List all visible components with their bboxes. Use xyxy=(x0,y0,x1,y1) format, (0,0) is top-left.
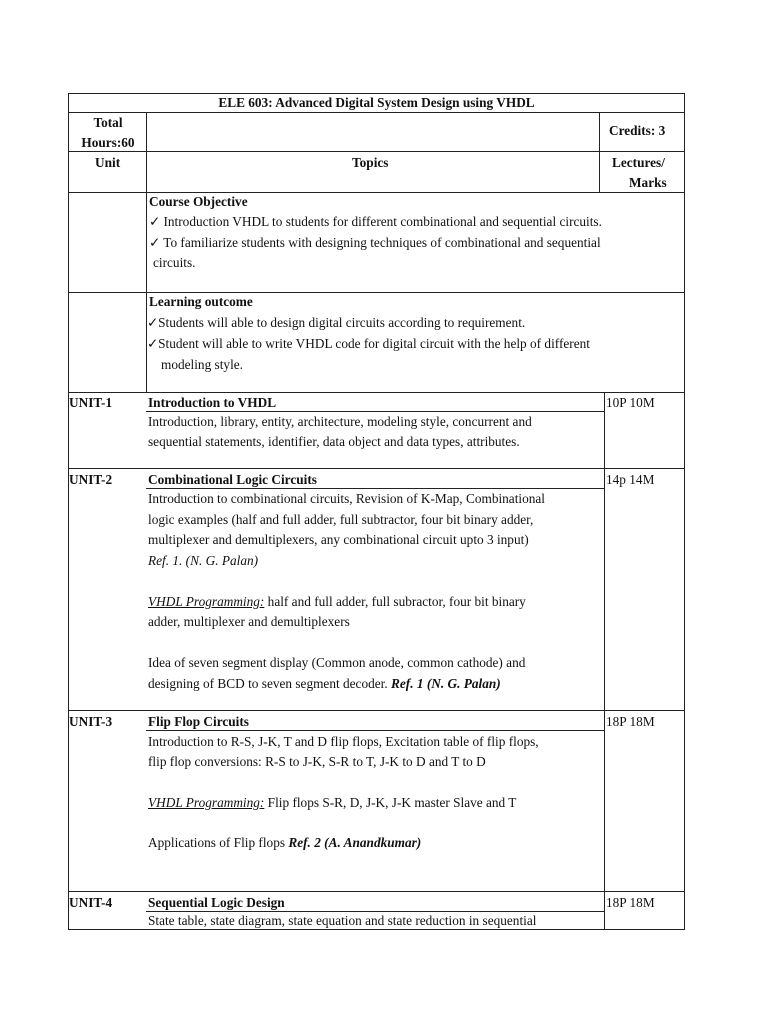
unit-topic-line: adder, multiplexer and demultiplexers xyxy=(148,614,350,629)
outcome-item: ✓Students will able to design digital circuits according to requirement. xyxy=(147,315,526,330)
row-divider xyxy=(68,468,685,469)
unit-label: UNIT-1 xyxy=(69,395,113,410)
total-hours-value: Hours:60 xyxy=(81,135,135,150)
total-hours-label: Total xyxy=(93,115,123,130)
outcome-item: ✓Student will able to write VHDL code for digital circuit with the help of different xyxy=(147,336,590,351)
unit-reference: Ref. 2 (A. Anandkumar) xyxy=(288,835,422,850)
objective-item-continued: circuits. xyxy=(153,255,196,270)
column-header-marks: Marks xyxy=(629,175,667,190)
lectures-column-divider xyxy=(599,112,600,192)
objective-item: ✓ To familiarize students with designing techniques of combinational and sequential xyxy=(149,235,601,250)
unit-label: UNIT-4 xyxy=(69,895,113,910)
lectures-column-divider xyxy=(604,392,605,930)
column-header-topics: Topics xyxy=(352,155,389,170)
unit-reference: Ref. 1 (N. G. Palan) xyxy=(391,676,501,691)
unit-label: UNIT-2 xyxy=(69,472,113,487)
credits: Credits: 3 xyxy=(609,123,666,138)
row-divider xyxy=(68,710,685,711)
unit-lectures: 10P 10M xyxy=(606,395,655,410)
table-border-left xyxy=(68,93,69,930)
row-divider xyxy=(68,891,685,892)
check-icon: ✓ xyxy=(147,315,159,330)
vhdl-programming-label: VHDL Programming: xyxy=(148,594,265,609)
unit-topic-line: sequential statements, identifier, data object and data types, attributes. xyxy=(148,434,520,449)
vhdl-programming-line: VHDL Programming: Flip flops S-R, D, J-K, J-K master Slave and T xyxy=(148,795,517,810)
unit-topic-line: Applications of Flip flops Ref. 2 (A. Anandkumar) xyxy=(148,835,422,850)
vhdl-programming-line: VHDL Programming: half and full adder, full subractor, four bit binary xyxy=(148,594,526,609)
course-title: ELE 603: Advanced Digital System Design using VHDL xyxy=(218,95,535,110)
check-icon: ✓ xyxy=(149,214,161,229)
objective-heading: Course Objective xyxy=(149,194,248,209)
unit-topic-line: designing of BCD to seven segment decoder. Ref. 1 (N. G. Palan) xyxy=(148,676,501,691)
unit-title: Combinational Logic Circuits xyxy=(148,472,317,487)
check-icon: ✓ xyxy=(149,235,161,250)
outcome-heading: Learning outcome xyxy=(149,294,253,309)
objective-item: ✓ Introduction VHDL to students for different combinational and sequential circuits. xyxy=(149,214,602,229)
row-divider xyxy=(68,151,685,152)
unit-lectures: 18P 18M xyxy=(606,895,655,910)
vhdl-programming-label: VHDL Programming: xyxy=(148,795,265,810)
unit-topic-line: Introduction to combinational circuits, Revision of K-Map, Combinational xyxy=(148,491,545,506)
unit-title: Flip Flop Circuits xyxy=(148,714,249,729)
unit-topic-line: Introduction, library, entity, architecture, modeling style, concurrent and xyxy=(148,414,532,429)
unit-topic-line: Idea of seven segment display (Common anode, common cathode) and xyxy=(148,655,526,670)
unit-topic-line: logic examples (half and full adder, full subtractor, four bit binary adder, xyxy=(148,512,534,527)
outcome-item-continued: modeling style. xyxy=(161,357,243,372)
unit-lectures: 18P 18M xyxy=(606,714,655,729)
unit-title: Sequential Logic Design xyxy=(148,895,285,910)
unit-reference: Ref. 1. (N. G. Palan) xyxy=(148,553,259,568)
unit-title: Introduction to VHDL xyxy=(148,395,277,410)
column-header-lectures: Lectures/ xyxy=(612,155,665,170)
column-header-unit: Unit xyxy=(95,155,121,170)
table-border-right xyxy=(684,93,685,930)
unit-topic-line: flip flop conversions: R-S to J-K, S-R to T, J-K to D and T to D xyxy=(148,754,486,769)
unit-label: UNIT-3 xyxy=(69,714,113,729)
check-icon: ✓ xyxy=(147,336,159,351)
unit-topic-line: multiplexer and demultiplexers, any combinational circuit upto 3 input) xyxy=(148,532,529,547)
unit-lectures: 14p 14M xyxy=(606,472,655,487)
unit-topic-line: Introduction to R-S, J-K, T and D flip flops, Excitation table of flip flops, xyxy=(148,734,539,749)
unit-topic-line: State table, state diagram, state equation and state reduction in sequential xyxy=(148,913,537,928)
